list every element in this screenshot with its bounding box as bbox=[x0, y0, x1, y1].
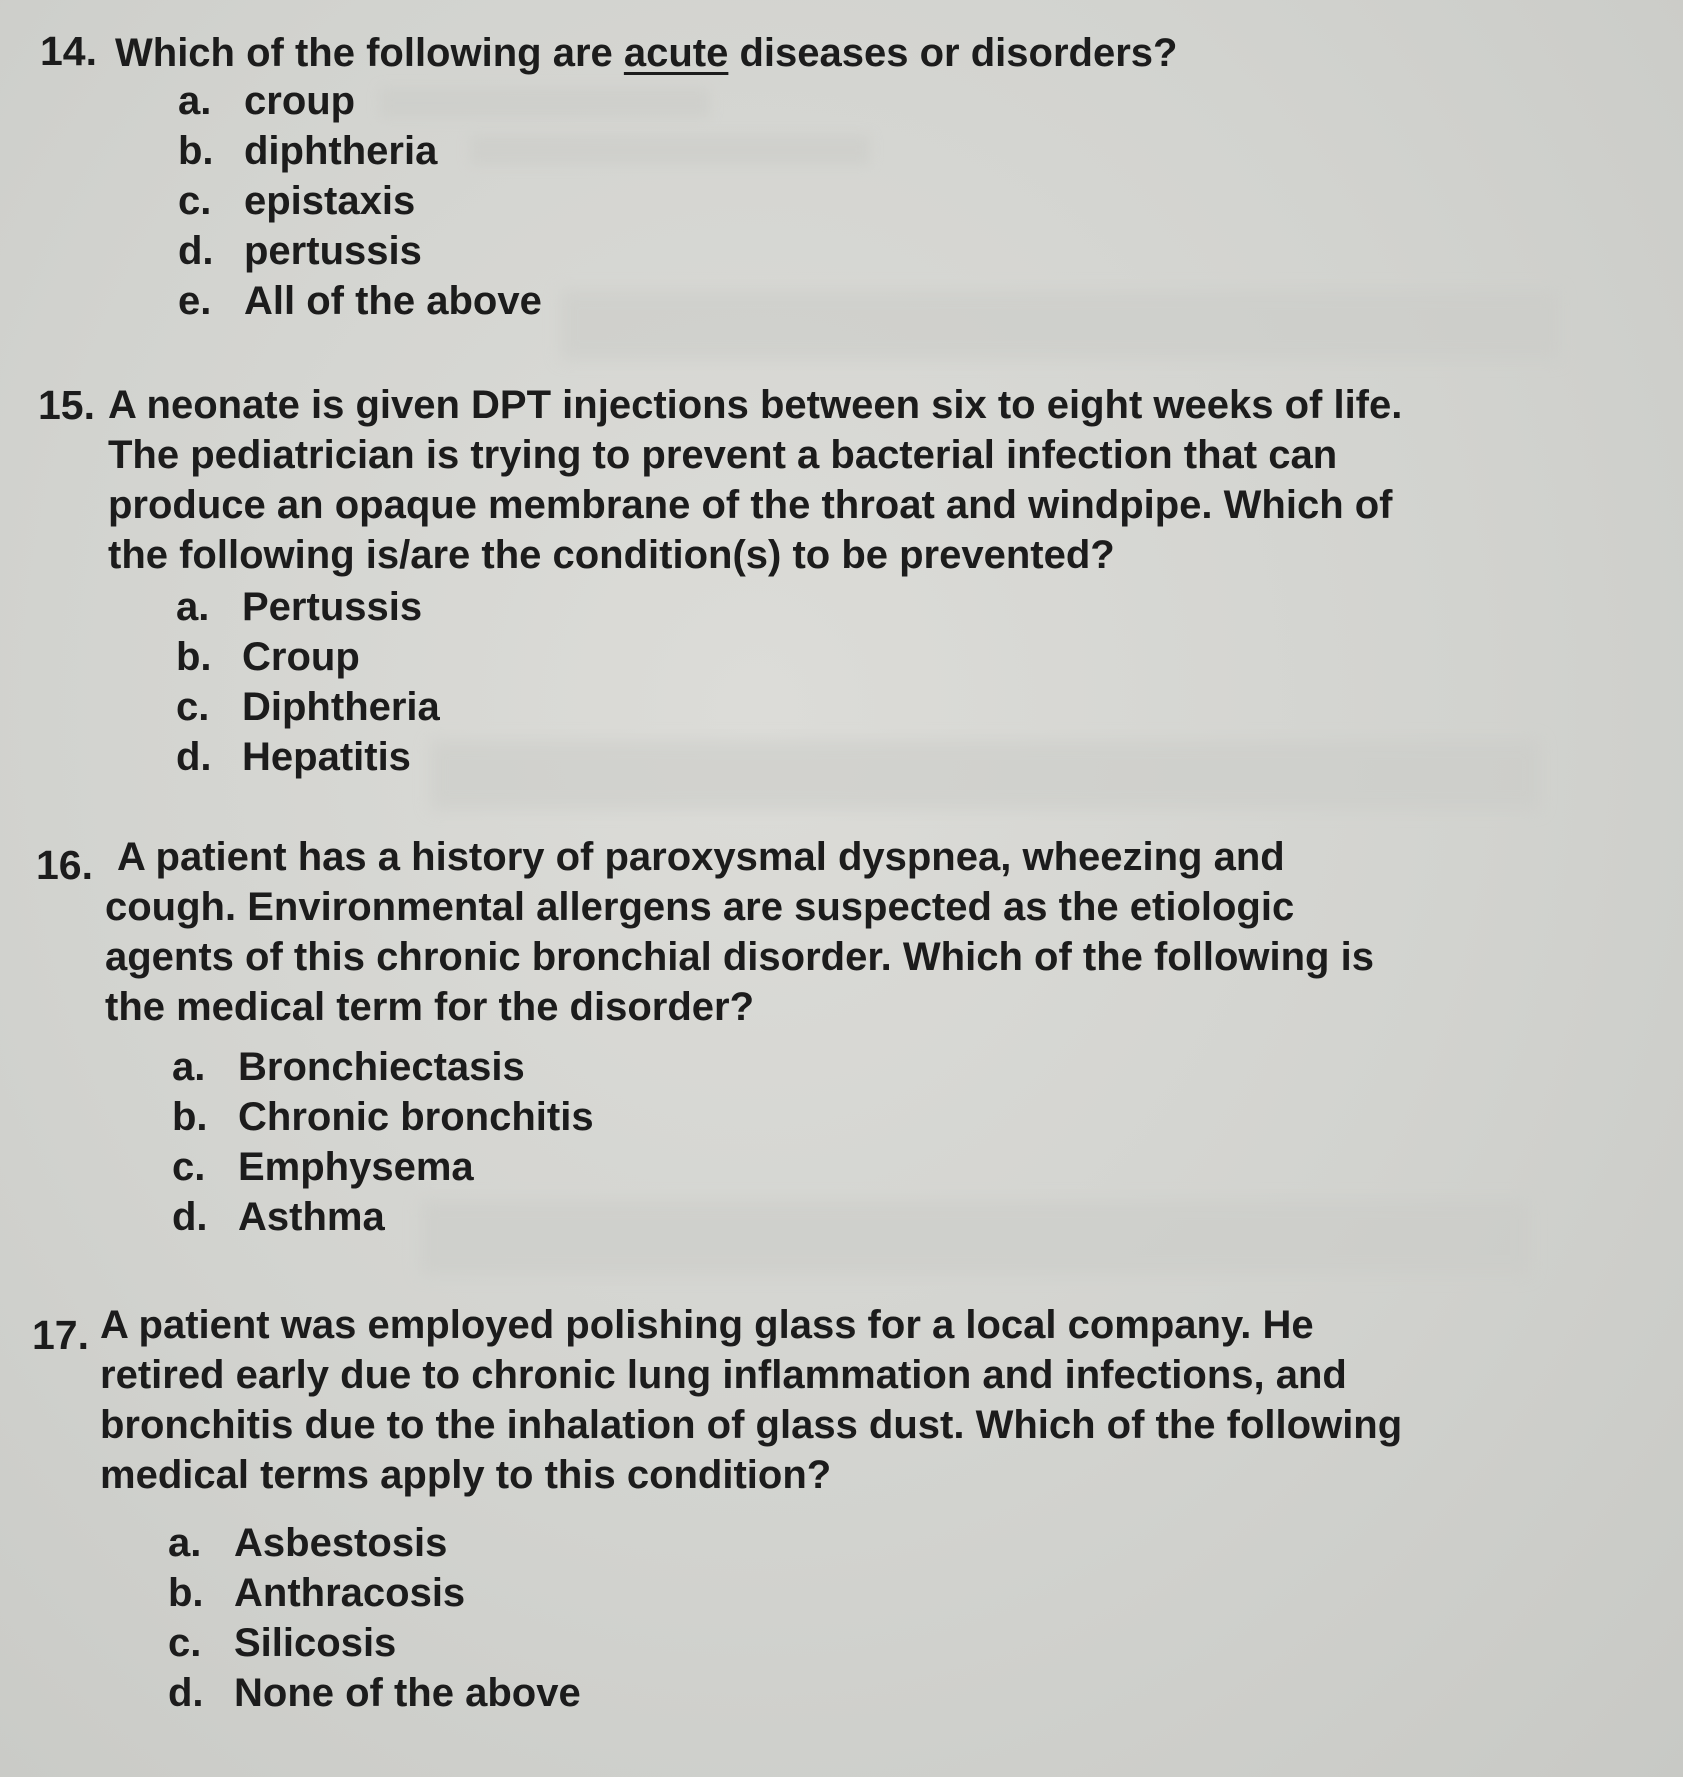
option-letter: a. bbox=[168, 1521, 202, 1565]
option-letter: c. bbox=[176, 685, 210, 729]
answer-option[interactable] bbox=[178, 276, 542, 326]
option-text: Emphysema bbox=[238, 1145, 474, 1189]
option-text: Bronchiectasis bbox=[238, 1045, 525, 1089]
stem-line: the following is/are the condition(s) to be prevented? bbox=[108, 533, 1115, 577]
bleed-through-smudge bbox=[430, 740, 1540, 810]
question-stem bbox=[105, 832, 1374, 1032]
answer-options bbox=[168, 1518, 581, 1718]
stem-line: A neonate is given DPT injections between six to eight weeks of life. bbox=[108, 383, 1403, 427]
question-stem bbox=[100, 1300, 1402, 1500]
option-letter: b. bbox=[176, 635, 212, 679]
answer-option[interactable] bbox=[176, 582, 440, 632]
question-stem bbox=[115, 28, 1177, 78]
bleed-through-smudge bbox=[560, 290, 1560, 360]
stem-line: A patient was employed polishing glass for a local company. He bbox=[100, 1303, 1314, 1347]
option-letter: d. bbox=[168, 1671, 204, 1715]
stem-line: The pediatrician is trying to prevent a bacterial infection that can bbox=[108, 433, 1338, 477]
answer-option[interactable] bbox=[176, 632, 440, 682]
option-letter: b. bbox=[168, 1571, 204, 1615]
option-letter: c. bbox=[168, 1621, 202, 1665]
answer-option[interactable] bbox=[178, 176, 542, 226]
option-letter: c. bbox=[172, 1145, 206, 1189]
option-letter: d. bbox=[172, 1195, 208, 1239]
answer-option[interactable] bbox=[172, 1192, 594, 1242]
answer-option[interactable] bbox=[172, 1092, 594, 1142]
option-letter: a. bbox=[176, 585, 210, 629]
stem-line: the medical term for the disorder? bbox=[105, 985, 755, 1029]
answer-option[interactable] bbox=[168, 1668, 581, 1718]
option-letter: d. bbox=[176, 735, 212, 779]
stem-line: agents of this chronic bronchial disorder. Which of the following is bbox=[105, 935, 1374, 979]
question-number: 15. bbox=[38, 382, 95, 428]
option-letter: c. bbox=[178, 179, 212, 223]
question-stem bbox=[108, 380, 1402, 580]
answer-option[interactable] bbox=[168, 1568, 581, 1618]
option-text: None of the above bbox=[234, 1671, 581, 1715]
option-text: Hepatitis bbox=[242, 735, 411, 779]
answer-option[interactable] bbox=[176, 682, 440, 732]
answer-option[interactable] bbox=[172, 1042, 594, 1092]
option-letter: b. bbox=[172, 1095, 208, 1139]
option-letter: a. bbox=[178, 79, 212, 123]
option-letter: e. bbox=[178, 279, 212, 323]
question-number: 14. bbox=[40, 28, 97, 74]
stem-line: A patient has a history of paroxysmal dyspnea, wheezing and bbox=[117, 835, 1285, 879]
option-text: Asthma bbox=[238, 1195, 385, 1239]
option-text: epistaxis bbox=[244, 179, 416, 223]
answer-options bbox=[172, 1042, 594, 1242]
answer-option[interactable] bbox=[178, 226, 542, 276]
question-number: 16. bbox=[36, 842, 93, 888]
option-text: pertussis bbox=[244, 229, 422, 273]
option-text: croup bbox=[244, 79, 356, 123]
answer-options bbox=[176, 582, 440, 782]
stem-line: retired early due to chronic lung inflammation and infections, and bbox=[100, 1353, 1347, 1397]
answer-options bbox=[178, 76, 542, 326]
answer-option[interactable] bbox=[178, 126, 542, 176]
stem-line: bronchitis due to the inhalation of glass dust. Which of the following bbox=[100, 1403, 1403, 1447]
option-text: Croup bbox=[242, 635, 360, 679]
option-text: Silicosis bbox=[234, 1621, 397, 1665]
answer-option[interactable] bbox=[178, 76, 542, 126]
answer-option[interactable] bbox=[168, 1618, 581, 1668]
option-text: Chronic bronchitis bbox=[238, 1095, 594, 1139]
option-text: Asbestosis bbox=[234, 1521, 448, 1565]
stem-line: produce an opaque membrane of the throat and windpipe. Which of bbox=[108, 483, 1393, 527]
stem-line: medical terms apply to this condition? bbox=[100, 1453, 832, 1497]
answer-option[interactable] bbox=[172, 1142, 594, 1192]
option-text: All of the above bbox=[244, 279, 542, 323]
option-letter: b. bbox=[178, 129, 214, 173]
answer-option[interactable] bbox=[176, 732, 440, 782]
question-number: 17. bbox=[32, 1312, 89, 1358]
stem-text: Which of the following are bbox=[115, 31, 624, 75]
stem-line: cough. Environmental allergens are suspected as the etiologic bbox=[105, 885, 1295, 929]
option-text: Diphtheria bbox=[242, 685, 440, 729]
stem-text: diseases or disorders? bbox=[728, 31, 1178, 75]
option-letter: a. bbox=[172, 1045, 206, 1089]
option-text: Anthracosis bbox=[234, 1571, 466, 1615]
option-letter: d. bbox=[178, 229, 214, 273]
answer-option[interactable] bbox=[168, 1518, 581, 1568]
option-text: Pertussis bbox=[242, 585, 423, 629]
option-text: diphtheria bbox=[244, 129, 438, 173]
stem-emphasis: acute bbox=[623, 31, 729, 75]
